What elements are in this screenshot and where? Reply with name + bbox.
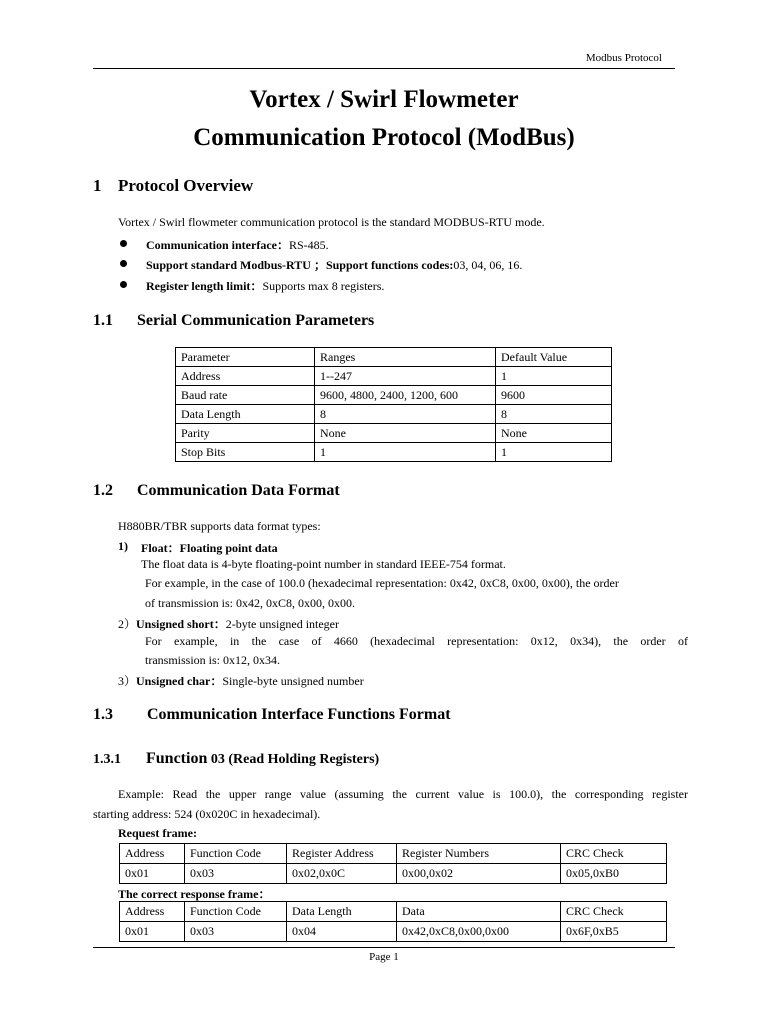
bullet-item: Register length limit：Supports max 8 registers. — [146, 277, 384, 294]
table-row: Parity None None — [176, 424, 612, 443]
table-row: Stop Bits 1 1 — [176, 443, 612, 462]
section-1-heading: Protocol Overview — [118, 176, 254, 195]
format-3: 3）Unsigned char：Single-byte unsigned number — [118, 674, 364, 688]
page-number: Page 1 — [369, 951, 399, 963]
bullet-item: Support standard Modbus-RTU ；Support functions codes:03, 04, 06, 16. — [146, 256, 522, 273]
request-frame-label: Request frame: — [118, 826, 197, 840]
section-1-number: 1 — [93, 176, 102, 195]
bullet-item: Communication interface：RS-485. — [146, 236, 329, 253]
section-1-intro: Vortex / Swirl flowmeter communication protocol is the standard MODBUS-RTU mode. — [118, 215, 545, 229]
table-row: 0x01 0x03 0x02,0x0C 0x00,0x02 0x05,0xB0 — [120, 864, 667, 884]
page-header: Modbus Protocol — [585, 52, 662, 64]
footer-rule — [93, 947, 675, 948]
doc-title-line1: Vortex / Swirl Flowmeter — [249, 86, 519, 113]
section-1-3-number: 1.3 — [93, 706, 113, 723]
bullet-dot-icon — [120, 281, 127, 288]
serial-params-table — [175, 347, 612, 462]
format-1-example-cont: of transmission is: 0x42, 0xC8, 0x00, 0x00. — [145, 596, 356, 610]
table-row: Parameter Ranges Default Value — [176, 348, 612, 367]
format-1-label: Float：Floating point data — [141, 541, 278, 555]
section-1-2-heading: Communication Data Format — [137, 482, 340, 499]
table-row: Address Function Code Data Length Data CRC Check — [120, 902, 667, 922]
format-1-example: For example, in the case of 100.0 (hexadecimal representation: 0x42, 0xC8, 0x00, 0x00), the order — [145, 576, 619, 590]
example-text: Example: Read the upper range value (assuming the current value is 100.0), the corresponding register — [118, 787, 688, 801]
section-1-3-1-heading: Function 03 (Read Holding Registers) — [146, 750, 380, 767]
format-2-example: For example, in the case of 4660 (hexadecimal representation: 0x12, 0x34), the order of — [145, 634, 688, 648]
table-row: Address 1--247 1 — [176, 367, 612, 386]
section-1-1-heading: Serial Communication Parameters — [137, 312, 375, 329]
format-2: 2）Unsigned short：2-byte unsigned integer — [118, 617, 340, 631]
section-1-3-heading: Communication Interface Functions Format — [147, 706, 451, 723]
data-format-intro: H880BR/TBR supports data format types: — [118, 519, 321, 533]
response-frame-label: The correct response frame： — [118, 887, 271, 901]
section-1-1-number: 1.1 — [93, 312, 113, 329]
bullet-dot-icon — [120, 240, 127, 247]
doc-title-line2: Communication Protocol (ModBus) — [193, 124, 575, 151]
example-text-cont: starting address: 524 (0x020C in hexadecimal). — [93, 807, 321, 821]
bullet-dot-icon — [120, 260, 127, 267]
table-row: Data Length 8 8 — [176, 405, 612, 424]
format-2-example-cont: transmission is: 0x12, 0x34. — [145, 653, 281, 667]
format-1-number: 1) — [118, 539, 128, 553]
section-1-3-1-number: 1.3.1 — [93, 752, 121, 767]
table-row: Address Function Code Register Address Register Numbers CRC Check — [120, 844, 667, 864]
section-1-2-number: 1.2 — [93, 482, 113, 499]
table-row: Baud rate 9600, 4800, 2400, 1200, 600 9600 — [176, 386, 612, 405]
table-row: 0x01 0x03 0x04 0x42,0xC8,0x00,0x00 0x6F,0xB5 — [120, 922, 667, 942]
response-frame-table — [119, 901, 667, 942]
format-1-desc: The float data is 4-byte floating-point number in standard IEEE-754 format. — [141, 557, 506, 571]
header-rule — [93, 68, 675, 69]
request-frame-table — [119, 843, 667, 884]
